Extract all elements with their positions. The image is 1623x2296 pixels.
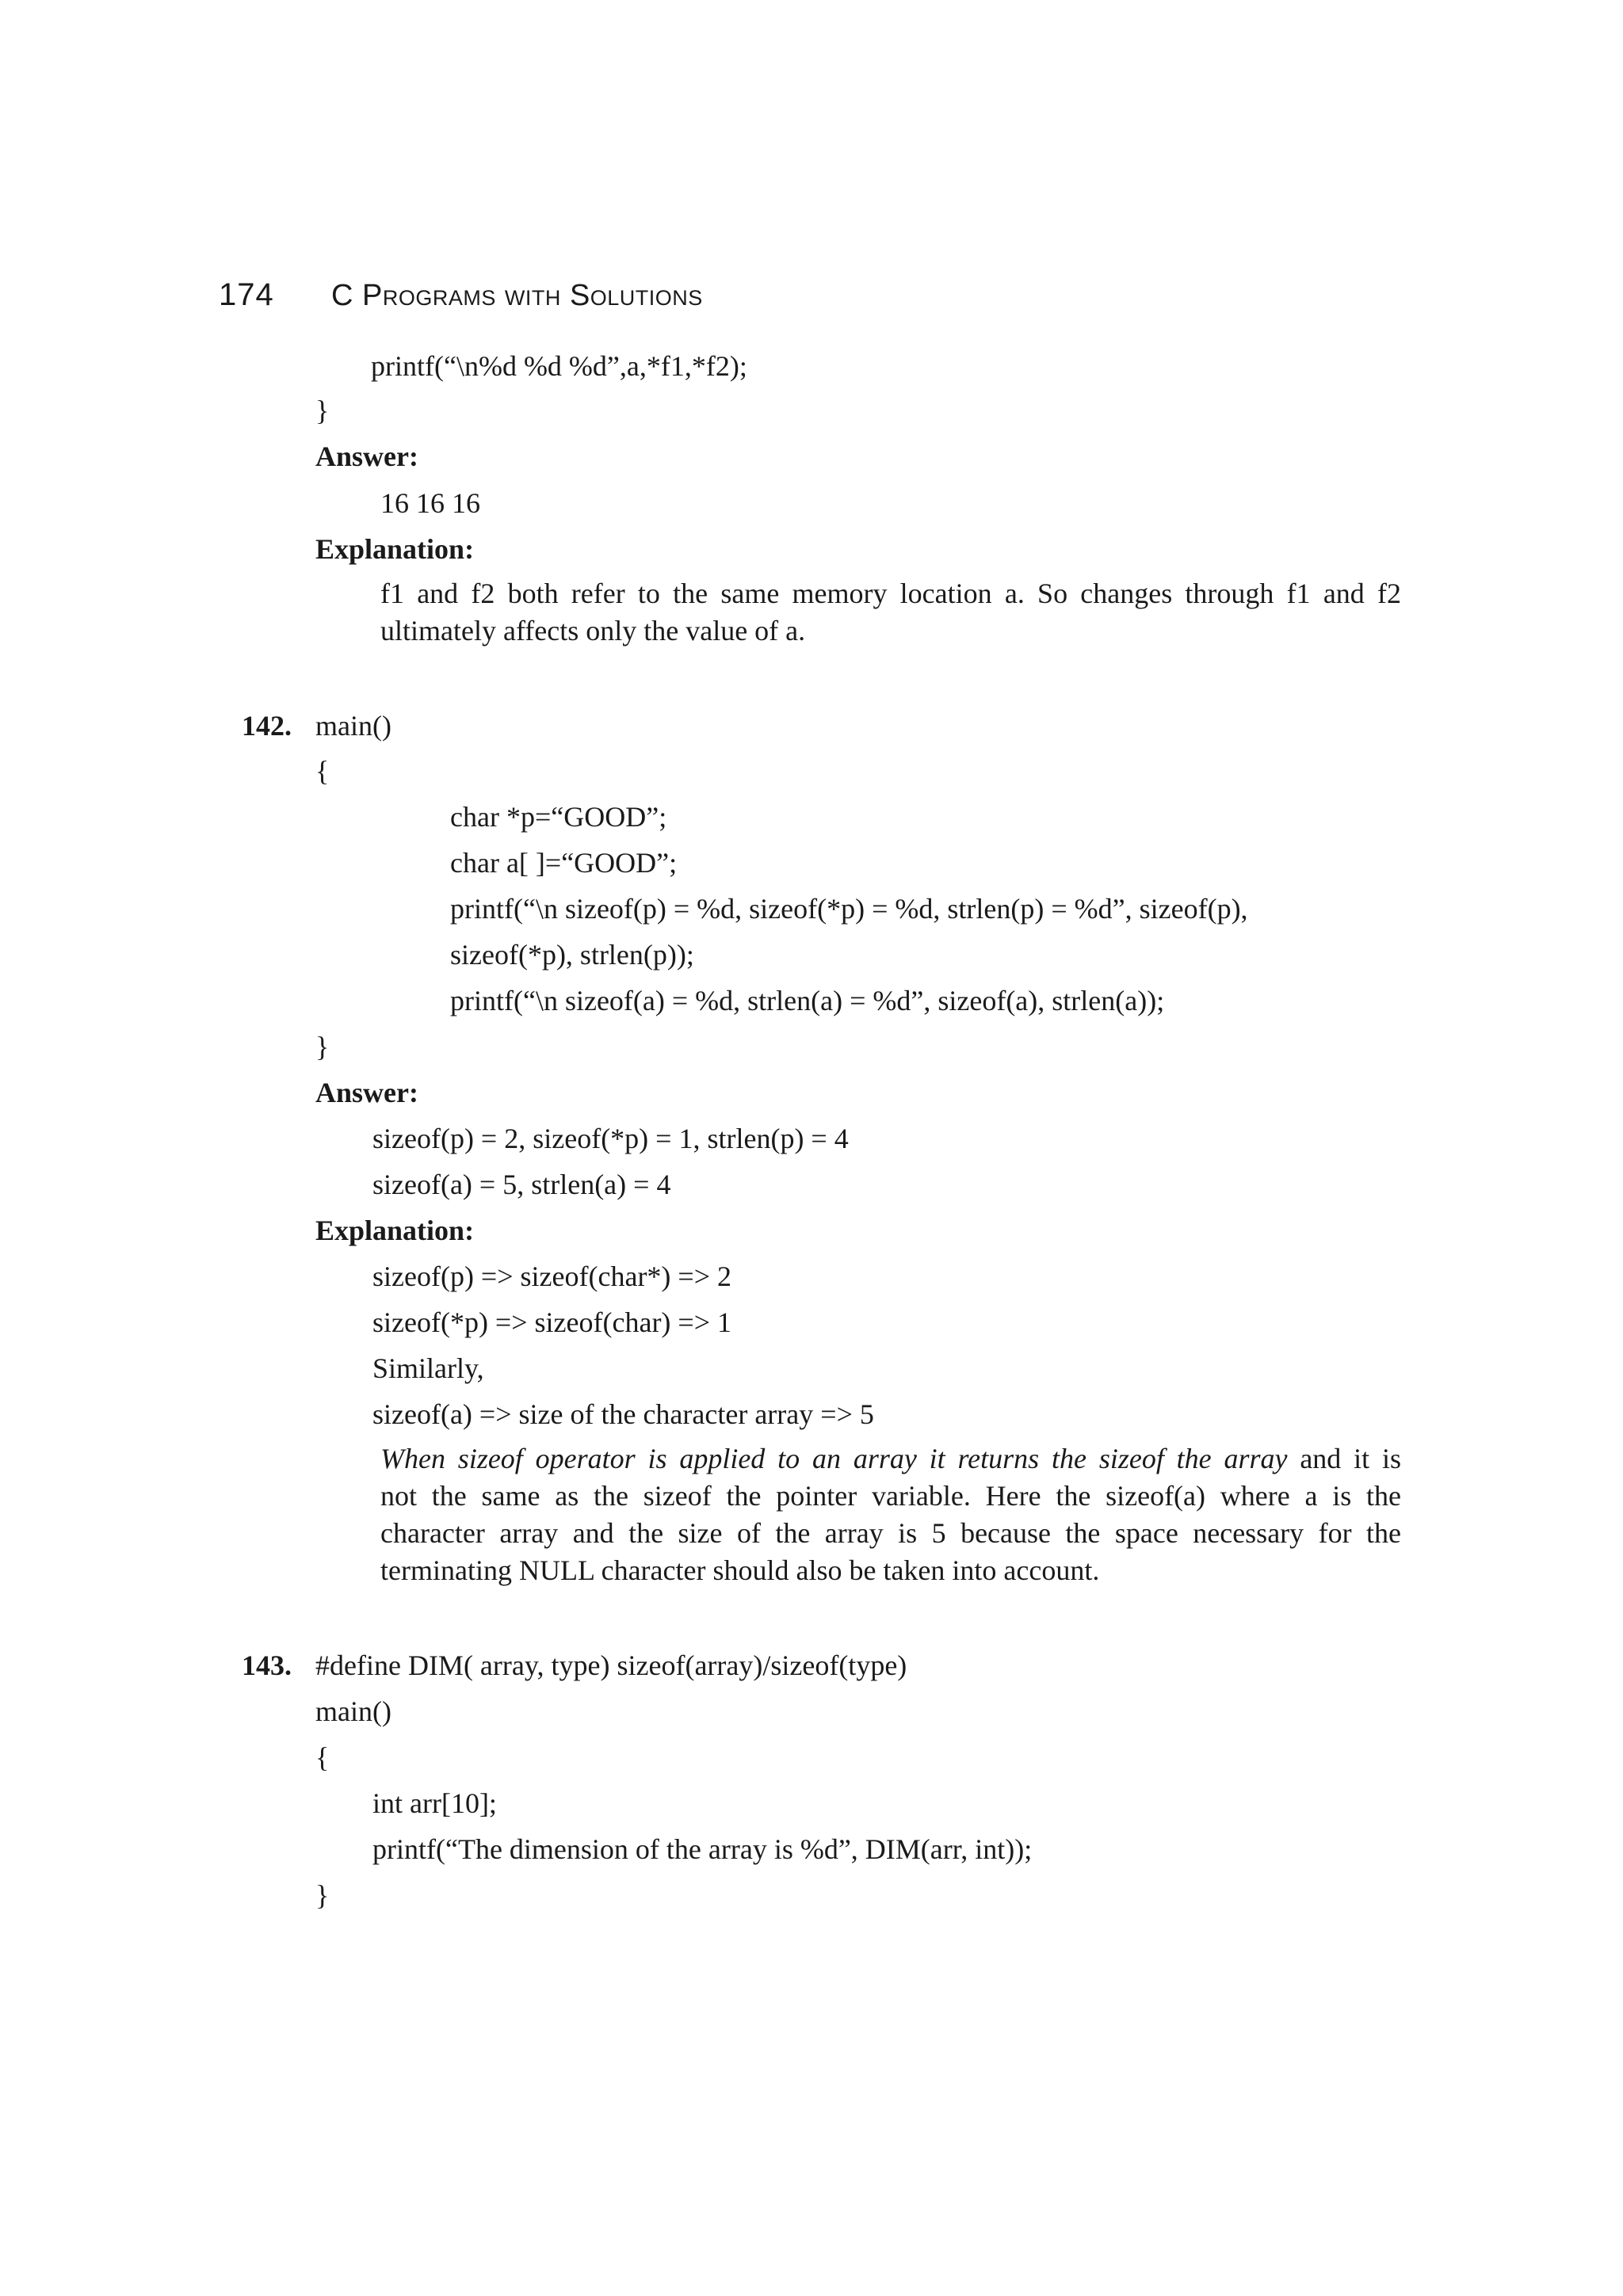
code-open-brace: { — [315, 755, 330, 787]
explanation-line: sizeof(p) => sizeof(char*) => 2 — [372, 1261, 732, 1292]
code-open-brace: { — [315, 1741, 330, 1773]
code-close-brace: } — [315, 395, 330, 426]
running-header-title: C Programs with Solutions — [331, 279, 703, 312]
paragraph-line: not the same as the sizeof the pointer variable. Here the sizeof(a) where a is the — [380, 1480, 1401, 1512]
explanation-label: Explanation: — [315, 533, 475, 565]
code-line: char a[ ]=“GOOD”; — [450, 847, 678, 879]
paragraph-line: terminating NULL character should also be taken into account. — [380, 1554, 1100, 1586]
code-line: printf(“\n sizeof(a) = %d, strlen(a) = %d”, sizeof(a), strlen(a)); — [450, 985, 1165, 1016]
italic-statement: When sizeof operator is applied to an array it returns the sizeof the array — [380, 1443, 1288, 1474]
question-number: 143. — [242, 1650, 292, 1681]
code-line: printf(“\n%d %d %d”,a,*f1,*f2); — [371, 350, 747, 382]
code-line: printf(“The dimension of the array is %d”, DIM(arr, int)); — [372, 1833, 1033, 1865]
code-line: main() — [315, 1695, 391, 1727]
question-number: 142. — [242, 710, 292, 742]
answer-text: 16 16 16 — [380, 487, 480, 519]
code-line: char *p=“GOOD”; — [450, 801, 667, 833]
paragraph-text: and it is — [1287, 1443, 1401, 1474]
code-line: main() — [315, 710, 391, 742]
paragraph-line — [380, 1440, 1401, 1478]
answer-line: sizeof(p) = 2, sizeof(*p) = 1, strlen(p) = 4 — [372, 1123, 849, 1154]
explanation-line: ultimately affects only the value of a. — [380, 615, 806, 646]
code-close-brace: } — [315, 1879, 330, 1911]
code-line: sizeof(*p), strlen(p)); — [450, 939, 694, 971]
explanation-paragraph — [380, 575, 1401, 650]
explanation-label: Explanation: — [315, 1215, 475, 1246]
code-close-brace: } — [315, 1031, 330, 1062]
answer-label: Answer: — [315, 1077, 418, 1108]
explanation-line: Similarly, — [372, 1352, 484, 1384]
explanation-line: sizeof(*p) => sizeof(char) => 1 — [372, 1306, 732, 1338]
explanation-line: sizeof(a) => size of the character array => 5 — [372, 1398, 874, 1430]
answer-label: Answer: — [315, 441, 418, 472]
code-line: int arr[10]; — [372, 1787, 497, 1819]
explanation-paragraph — [380, 1440, 1401, 1589]
page-number: 174 — [219, 277, 274, 312]
explanation-line: f1 and f2 both refer to the same memory location a. So changes through f1 and f2 — [380, 578, 1401, 609]
answer-line: sizeof(a) = 5, strlen(a) = 4 — [372, 1169, 671, 1200]
paragraph-line: character array and the size of the array is 5 because the space necessary for the — [380, 1517, 1401, 1549]
code-line: #define DIM( array, type) sizeof(array)/sizeof(type) — [315, 1650, 907, 1681]
code-line: printf(“\n sizeof(p) = %d, sizeof(*p) = %d, strlen(p) = %d”, sizeof(p), — [450, 893, 1248, 925]
